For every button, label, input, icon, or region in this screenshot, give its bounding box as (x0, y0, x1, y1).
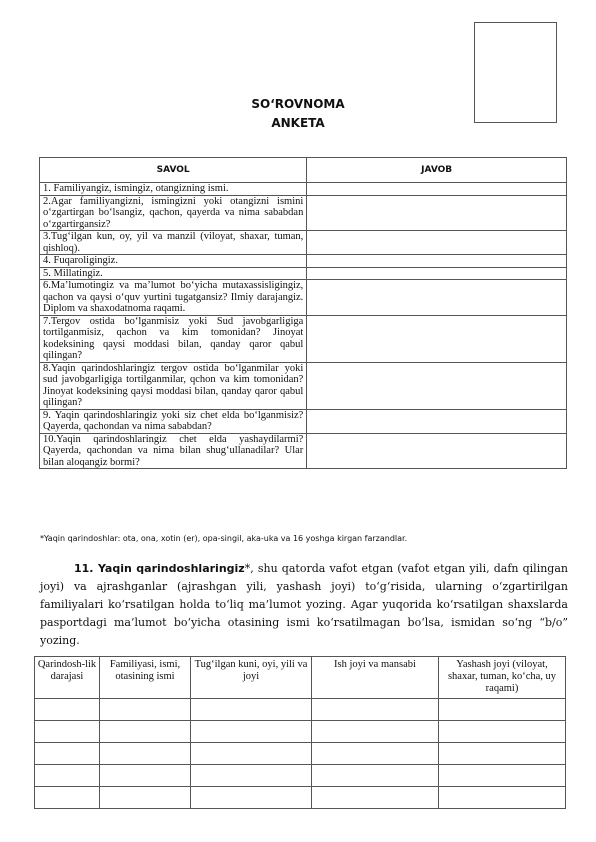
question-text: 2.Agar familiyangizni, ismingizni yoki otangizni ismini o‘zgartirgan bo‘lsangiz, qachon, qayerda va nima sababdan o‘zgartirgansiz? (40, 195, 307, 231)
relatives-table (34, 656, 566, 809)
section-11-heading: 11. Yaqin qarindoshlaringiz (74, 562, 245, 575)
answer-cell[interactable] (307, 433, 567, 469)
relatives-cell[interactable] (191, 743, 312, 765)
table-row (40, 195, 567, 231)
answer-cell[interactable] (307, 267, 567, 280)
table-row (40, 255, 567, 268)
answer-column-header: JAVOB (307, 158, 567, 183)
relatives-cell[interactable] (35, 699, 100, 721)
question-text: 5. Millatingiz. (40, 267, 307, 280)
questionnaire-table (39, 157, 567, 469)
relatives-cell[interactable] (312, 765, 439, 787)
relatives-cell[interactable] (191, 721, 312, 743)
section-11-text: *, shu qatorda vafot etgan (vafot etgan yili, dafn qilingan joyi) va ajrashganlar (ajrashgan yili, yashash joyi) to‘g‘risida, ularning o‘zgartirilgan familiyalari ko‘rsatilgan holda to‘liq ma’lumot yozing. Agar yuqorida ko‘rsatilgan shaxslarda pasportdagi ma’lumot bo‘yicha otasining ismi ko‘rsatilmagan bo‘lsa, ismidan so‘ng “b/o” yozing. (40, 562, 568, 647)
relatives-cell[interactable] (439, 721, 566, 743)
answer-cell[interactable] (307, 255, 567, 268)
table-row (40, 183, 567, 196)
table-row (40, 267, 567, 280)
answer-cell[interactable] (307, 315, 567, 362)
table-row (40, 280, 567, 316)
relatives-header-row (35, 657, 566, 699)
answer-cell[interactable] (307, 183, 567, 196)
relatives-cell[interactable] (191, 765, 312, 787)
relatives-cell[interactable] (191, 699, 312, 721)
answer-cell[interactable] (307, 231, 567, 255)
table-row (40, 231, 567, 255)
relatives-cell[interactable] (439, 765, 566, 787)
footnote: *Yaqin qarindoshlar: ota, ona, xotin (er), opa-singil, aka-uka va 16 yoshga kirgan farzandlar. (40, 534, 408, 543)
answer-cell[interactable] (307, 362, 567, 409)
question-text: 10.Yaqin qarindoshlaringiz chet elda yashaydilarmi? Qayerda, qachondan va nima bilan shug‘ullanadilar? Ular bilan aloqangiz bormi? (40, 433, 307, 469)
relatives-column-header: Tug‘ilgan kuni, oyi, yili va joyi (191, 657, 312, 699)
relatives-cell[interactable] (35, 743, 100, 765)
table-row (40, 409, 567, 433)
relatives-cell[interactable] (312, 743, 439, 765)
table-row (40, 362, 567, 409)
relatives-cell[interactable] (312, 699, 439, 721)
relatives-column-header: Ish joyi va mansabi (312, 657, 439, 699)
question-text: 3.Tug‘ilgan kun, oy, yil va manzil (viloyat, shaxar, tuman, qishloq). (40, 231, 307, 255)
relatives-cell[interactable] (100, 721, 191, 743)
question-column-header: SAVOL (40, 158, 307, 183)
question-text: 8.Yaqin qarindoshlaringiz tergov ostida bo‘lganmilar yoki sud javobgarligiga tortilganmilar, qchon va kim tomonidan? Jinoyat kodeksining qaysi moddasi bilan, qanday qaror qabul qilingan? (40, 362, 307, 409)
relatives-cell[interactable] (191, 787, 312, 809)
answer-cell[interactable] (307, 195, 567, 231)
table-row (40, 433, 567, 469)
relatives-cell[interactable] (439, 699, 566, 721)
relatives-row (35, 765, 566, 787)
table-row (40, 315, 567, 362)
question-text: 9. Yaqin qarindoshlaringiz yoki siz chet elda bo‘lganmisiz? Qayerda, qachondan va nima sababdan? (40, 409, 307, 433)
relatives-cell[interactable] (100, 699, 191, 721)
section-11-paragraph (40, 560, 568, 650)
relatives-cell[interactable] (100, 787, 191, 809)
table-header-row (40, 158, 567, 183)
question-text: 4. Fuqaroligingiz. (40, 255, 307, 268)
relatives-column-header: Familiyasi, ismi, otasining ismi (100, 657, 191, 699)
relatives-row (35, 699, 566, 721)
relatives-cell[interactable] (35, 721, 100, 743)
relatives-cell[interactable] (35, 787, 100, 809)
relatives-cell[interactable] (100, 743, 191, 765)
relatives-cell[interactable] (312, 787, 439, 809)
answer-cell[interactable] (307, 280, 567, 316)
relatives-cell[interactable] (439, 743, 566, 765)
relatives-row (35, 721, 566, 743)
page-title: SO‘ROVNOMA (251, 97, 345, 111)
relatives-cell[interactable] (35, 765, 100, 787)
relatives-column-header: Qarindosh-lik darajasi (35, 657, 100, 699)
question-text: 7.Tergov ostida bo‘lganmisiz yoki Sud javobgarligiga tortilganmisiz, qachon va kim tomonidan? Jinoyat kodeksining qaysi moddasi bilan, qanday qaror qabul qilingan? (40, 315, 307, 362)
question-text: 1. Familiyangiz, ismingiz, otangizning ismi. (40, 183, 307, 196)
relatives-row (35, 743, 566, 765)
relatives-cell[interactable] (312, 721, 439, 743)
question-text: 6.Ma’lumotingiz va ma’lumot bo‘yicha mutaxassisligingiz, qachon va qaysi o‘quv yurtini tugatgansiz? Ilmiy darajangiz. Diplom va shaxodatnoma raqami. (40, 280, 307, 316)
page-subtitle: ANKETA (271, 116, 325, 130)
relatives-cell[interactable] (439, 787, 566, 809)
relatives-column-header: Yashash joyi (viloyat, shaxar, tuman, ko‘cha, uy raqami) (439, 657, 566, 699)
relatives-row (35, 787, 566, 809)
answer-cell[interactable] (307, 409, 567, 433)
relatives-cell[interactable] (100, 765, 191, 787)
